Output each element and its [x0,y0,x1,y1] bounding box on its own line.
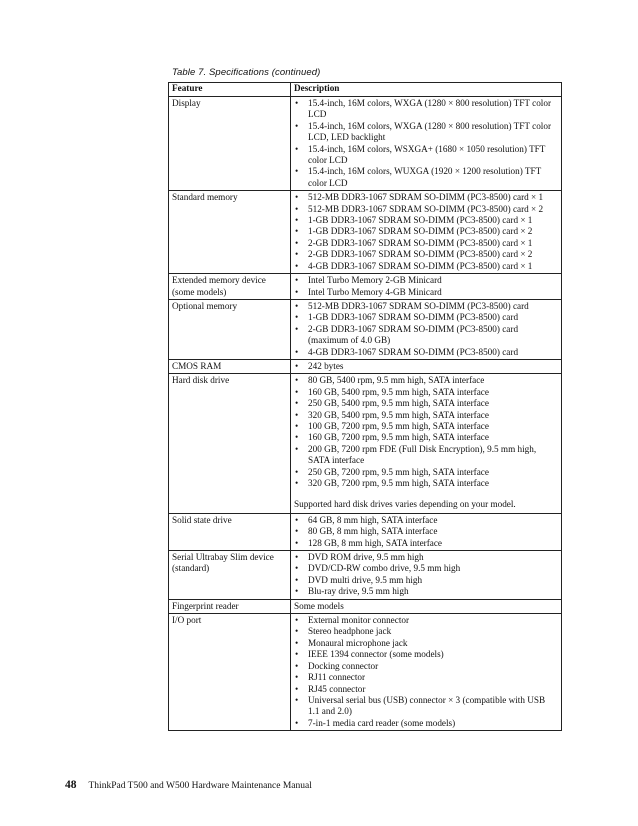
feature-label: Hard disk drive [172,375,230,386]
description-list [294,191,558,273]
feature-label: Serial Ultrabay Slim device (standard) [172,552,274,574]
feature-label: Optional memory [172,300,238,311]
list-item: • DVD/CD-RW combo drive, 9.5 mm high [294,563,558,574]
description-list [294,360,558,373]
table-row [169,359,562,373]
list-item: • External monitor connector [294,615,558,626]
description-cell [291,299,562,359]
page-footer [65,779,312,791]
description-cell [291,97,562,191]
list-item: • 1-GB DDR3-1067 SDRAM SO-DIMM (PC3-8500) card [294,312,558,323]
list-item: • 250 GB, 7200 rpm, 9.5 mm high, SATA interface [294,467,558,478]
list-item: • Docking connector [294,661,558,672]
list-item: • IEEE 1394 connector (some models) [294,649,558,660]
list-item: • 2-GB DDR3-1067 SDRAM SO-DIMM (PC3-8500) card × 1 [294,238,558,249]
list-item: • 512-MB DDR3-1067 SDRAM SO-DIMM (PC3-8500) card [294,301,558,312]
list-item: • 7-in-1 media card reader (some models) [294,718,558,729]
list-item: • 200 GB, 7200 rpm FDE (Full Disk Encryption), 9.5 mm high, SATA interface [294,444,558,467]
feature-cell [169,374,291,513]
description-list [294,97,558,190]
manual-title: ThinkPad T500 and W500 Hardware Maintenance Manual [88,781,312,791]
description-list [294,551,558,599]
list-item: • Blu-ray drive, 9.5 mm high [294,586,558,597]
description-cell [291,191,562,274]
table-row [169,513,562,550]
header-feature: Feature [169,83,291,97]
description-cell [291,374,562,513]
feature-label: Solid state drive [172,514,232,525]
list-item: • 2-GB DDR3-1067 SDRAM SO-DIMM (PC3-8500) card × 2 [294,249,558,260]
list-item: • 15.4-inch, 16M colors, WXGA (1280 × 800 resolution) TFT color LCD, LED backlight [294,121,558,144]
table-row [169,599,562,613]
table-row [169,551,562,600]
list-item: • 1-GB DDR3-1067 SDRAM SO-DIMM (PC3-8500) card × 1 [294,215,558,226]
list-item: • Intel Turbo Memory 4-GB Minicard [294,287,558,298]
description-list [294,300,558,359]
table-row [169,191,562,274]
list-item: • 320 GB, 5400 rpm, 9.5 mm high, SATA interface [294,410,558,421]
table-caption: Table 7. Specifications (continued) [172,67,321,78]
feature-cell [169,191,291,274]
feature-label: Standard memory [172,192,238,203]
feature-cell [169,359,291,373]
list-item: • 80 GB, 8 mm high, SATA interface [294,526,558,537]
table-header-row [169,83,562,97]
description-list [294,274,558,299]
description-list [294,374,558,490]
description-list [294,614,558,730]
description-text: Some models [294,600,344,611]
list-item: • 15.4-inch, 16M colors, WUXGA (1920 × 1200 resolution) TFT color LCD [294,166,558,189]
list-item: • 1-GB DDR3-1067 SDRAM SO-DIMM (PC3-8500) card × 2 [294,226,558,237]
list-item: • 512-MB DDR3-1067 SDRAM SO-DIMM (PC3-8500) card × 2 [294,204,558,215]
table-row [169,299,562,359]
description-cell [291,614,562,731]
list-item: • 64 GB, 8 mm high, SATA interface [294,515,558,526]
list-item: • Universal serial bus (USB) connector × 3 (compatible with USB 1.1 and 2.0) [294,695,558,718]
table-row [169,97,562,191]
description-list [294,514,558,550]
list-item: • 2-GB DDR3-1067 SDRAM SO-DIMM (PC3-8500) card (maximum of 4.0 GB) [294,324,558,347]
list-item: • 4-GB DDR3-1067 SDRAM SO-DIMM (PC3-8500) card × 1 [294,261,558,272]
feature-cell [169,513,291,550]
list-item: • 15.4-inch, 16M colors, WSXGA+ (1680 × 1050 resolution) TFT color LCD [294,144,558,167]
list-item: • 320 GB, 7200 rpm, 9.5 mm high, SATA interface [294,478,558,489]
header-description: Description [291,83,562,97]
table-row [169,274,562,300]
list-item: • 4-GB DDR3-1067 SDRAM SO-DIMM (PC3-8500) card [294,347,558,358]
feature-cell [169,299,291,359]
feature-label: Display [172,98,201,108]
feature-cell [169,97,291,191]
list-item: • RJ11 connector [294,672,558,683]
feature-label: CMOS RAM [172,360,222,371]
feature-label: Extended memory device (some models) [172,275,266,297]
list-item: • 80 GB, 5400 rpm, 9.5 mm high, SATA interface [294,375,558,386]
description-cell [291,551,562,600]
description-cell [291,513,562,550]
table-row [169,614,562,731]
feature-label: I/O port [172,615,202,626]
table-row [169,374,562,513]
list-item: • Intel Turbo Memory 2-GB Minicard [294,275,558,286]
list-item: • Monaural microphone jack [294,638,558,649]
list-item: • Stereo headphone jack [294,626,558,637]
feature-cell [169,599,291,613]
list-item: • 512-MB DDR3-1067 SDRAM SO-DIMM (PC3-8500) card × 1 [294,192,558,203]
list-item: • RJ45 connector [294,684,558,695]
list-item: • 128 GB, 8 mm high, SATA interface [294,538,558,549]
list-item: • 242 bytes [294,361,558,372]
list-item: • 160 GB, 7200 rpm, 9.5 mm high, SATA interface [294,432,558,443]
page-number: 48 [65,779,77,791]
feature-cell [169,551,291,600]
list-item: • 160 GB, 5400 rpm, 9.5 mm high, SATA interface [294,387,558,398]
feature-label: Fingerprint reader [172,600,239,611]
feature-cell [169,274,291,300]
list-item: • DVD ROM drive, 9.5 mm high [294,552,558,563]
description-cell [291,599,562,613]
specifications-table [168,82,562,731]
list-item: • DVD multi drive, 9.5 mm high [294,575,558,586]
table-body [169,97,562,731]
list-item: • 15.4-inch, 16M colors, WXGA (1280 × 800 resolution) TFT color LCD [294,98,558,121]
list-item: • 100 GB, 7200 rpm, 9.5 mm high, SATA interface [294,421,558,432]
feature-cell [169,614,291,731]
description-note: Supported hard disk drives varies depending on your model. [294,499,516,510]
description-cell [291,359,562,373]
description-cell [291,274,562,300]
list-item: • 250 GB, 5400 rpm, 9.5 mm high, SATA interface [294,398,558,409]
